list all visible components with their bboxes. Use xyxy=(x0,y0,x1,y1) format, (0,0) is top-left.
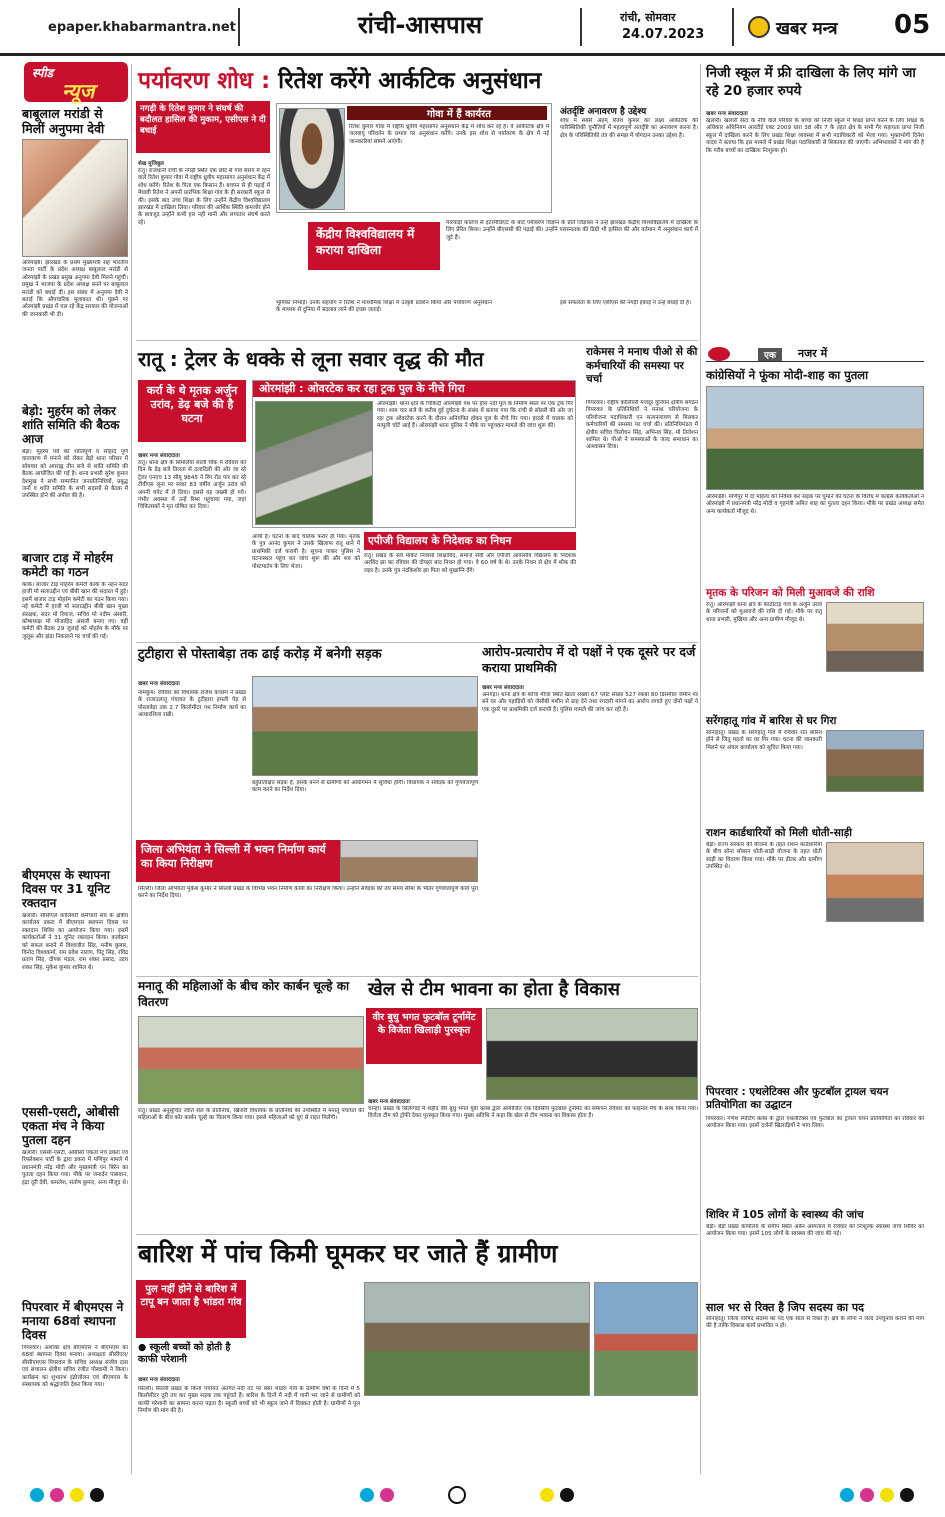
a10-byline: खबर मन्त्र संवाददाता xyxy=(368,1099,410,1105)
a1-body-2: भूमिका निभाई। उनके सहयोग ने रितेश ने माध्यमिक शिक्षा में उत्कृष्ट प्रदर्शन किया और पर्यावरण अनुसंधान के माध्यम से दुनिया में बदलाव लाने की इच्छा जताई। xyxy=(276,300,492,314)
rule-row3 xyxy=(136,976,698,977)
a2-byline: खबर मन्त्र संवाददाता xyxy=(706,111,748,117)
a6-body: नामकुम। रविवार को विधायक राजेश कच्छप ने प्रखंड के राजाउलातू पंचायत के टुटीहारा इमली पेड़ से पोस्ताबेड़ा तक 2.7 किलोमीटर पथ निर्माण कार्य का आधारशिला रखी। xyxy=(138,690,246,719)
place-day: रांची, सोमवार xyxy=(620,11,676,24)
a2-headline: निजी स्कूल में फ्री दाखिला के लिए मांगे जा रहे 20 हजार रुपये xyxy=(706,65,916,99)
a8-body: सिल्ली। जिला अभियंता मुकेश कुमार ने सिल्ली प्रखंड के विभिन्न भवन निर्माण कार्यों का निरीक्षण किया। उन्होंने संवेदक को तय समय सीमा के भीतर गुणवत्तापूर्ण कार्य पूरा करने का निर्देश दिया। xyxy=(138,886,478,900)
a4-body: पिपरवार। राष्ट्रीय कोलियरी मजदूर यूनियन क्षेत्रीय संगठन पिपरवार के प्रतिनिधियों ने मनाथ परियोजना के परियोजना पदाधिकारी एन सत्यनारायण से मिलकर कर्मचारियों की समस्या पर चर्चा की। प्रतिनिधिमंडल में क्षेत्रीय सचिव त्रिलोचन सिंह, अभिनव सिंह, मो तिलेशन शामिल थे। पीओ ने समस्याओं के जल्द समाधान का आश्वासन दिया। xyxy=(586,400,698,451)
a1-headline-black: रितेश करेंगे आर्कटिक अनुसंधान xyxy=(278,68,542,94)
issue-date: 24.07.2023 xyxy=(622,27,705,42)
reg-dot-black-1 xyxy=(90,1488,104,1502)
masthead-divider-right xyxy=(732,8,734,46)
a7-body: अनगड़ा। थाना क्षेत्र के कोचा मौजा स्थित खाता संख्या 67 प्लॉट संख्या 527 रकबा 80 डिसमील जमीन पर बने घर और पहाड़ियों को जेसीबी मशीन से ढाह देने तथा रंगदारी मांगने का आरोप लगाते हुए दोनों पक्षों ने एक दूसरे पर प्राथमिकी दर्ज करायी है। पुलिस मामले की जांच कर रही है। xyxy=(482,692,698,713)
body-s2: बेड़ो। मुहर्रम पर्व को शांतिपूर्ण व सौहार्द पूर्ण वातावरण में मनाने को लेकर बेड़ो थाना परिसर में सोमवार को अपराह्न तीन बजे से शांति समिति की बैठक आयोजित की गई है। थाना प्रभारी सुरेश कुमार देशमुख ने सभी सम्मानित जनप्रतिनिधियों, प्रबुद्ध जनों व शांति समिति के सभी सदस्यों से बैठक में उपस्थित होने की अपील की है। xyxy=(22,449,128,500)
headline-s3: बाजार टाड़ में मोहर्रम कमेटी का गठन xyxy=(22,551,113,579)
a5-muavja-body: रातू। ओरमांझी थाना क्षेत्र के काठीटांड़ गांव के अर्जुन उरांव के परिजनों को मुआवजे की राशि दी गई। मौके पर रातू थाना प्रभारी, मुखिया और अन्य ग्रामीण मौजूद थे। xyxy=(706,602,822,623)
a3-ormanjhi-box xyxy=(252,380,576,528)
a3-nidhan-body: रातू। प्रखंड के सर्वे मार्केट निवासी शिक्षाविद, समाज सेवी और एपीजी आवासीय विद्यालय के निदेशक अरविंद झा का रविवार की दोपहर बाद निधन हो गया। वे 60 वर्ष के थे। उनके निधन से क्षेत्र में शोक की लहर है। उनके पुत्र नंदकिशोर झा पिता को मुखाग्नि देंगे। xyxy=(364,553,576,574)
a10-team-photo xyxy=(486,1008,698,1100)
a5-compensation-photo xyxy=(826,602,924,672)
a6-foundation-photo xyxy=(252,676,478,776)
rule-row4 xyxy=(136,1234,698,1235)
a11-flood-photo xyxy=(364,1282,590,1396)
a3-nidhan-label: एपीजी विद्यालय के निदेशक का निधन xyxy=(364,532,576,550)
a11-sub xyxy=(138,1342,246,1366)
badge-top-text: स्पीड xyxy=(32,66,54,80)
a5-ath-head: पिपरवार : एथलेटिक्स और फुटबॉल ट्रायल चयन प्रतियोगिता का उद्घाटन xyxy=(706,1086,889,1111)
masthead-divider-mid xyxy=(580,8,582,46)
a1-cuj-body: मारवाड़ी कॉलेज से इंटरमीडिएट के बाद पर्यावरण विज्ञान के प्रति जिज्ञासा ने उन्हें झारखंड केंद्रीय विश्वविद्यालय में दाखिला के लिए प्रेरित किया। उन्होंने बीएससी की पढ़ाई की। उन्होंने परास्नातक की डिग्री भी हासिल की और वर्तमान में अनुसंधान कार्य में जुटे हैं। xyxy=(446,220,698,241)
a11-body: सिल्ली। सिल्ली प्रखंड के किता पंचायत अंतर्गत नदी तट पर बसा भांडरा गांव के ग्रामीण वर्षा के दिनों में 5 किलोमीटर दूरी तय कर मुख्य सड़क तक पहुंचते हैं। बारिश के दिनों में नदी में पानी भर जाने से ग्रामीणों को काफी परेशानी का सामना करना पड़ता है। स्कूली बच्चों को भी स्कूल जाने में दिक्कत होती है। ग्रामीणों ने पुल निर्माण की मांग की है। xyxy=(138,1386,360,1415)
a3-body: रातू। थाना क्षेत्र के सिमलिया साली चौक में रविवार को दिन के डेढ़ बजे तिलता से दलादिली की ओर जा रहे ट्रेलर एनएच 13 सीयू 9845 ने रिंग रोड पार कर रहे टीवीएस लूना पर सवार 83 वर्षीय अर्जुन उरांव को अपनी चपेट में ले लिया। इससे वह जख्मी हो गये। गंभीर अवस्था में उन्हें रिम्स पहुंचाया गया, जहां चिकित्सकों ने मृत घोषित कर दिया। xyxy=(138,460,246,511)
a5-house-photo xyxy=(826,730,924,792)
a6-byline: खबर मन्त्र संवाददाता xyxy=(138,681,180,687)
brand-name: खबर मन्त्र xyxy=(776,19,838,39)
a1-headline-red: पर्यावरण शोध : xyxy=(138,68,271,94)
a5-saal-body: सोनाहातू। जिला परिषद सदस्य का पद एक साल से रिक्त है। क्षेत्र के लोगों ने जल्द उपचुनाव कराने की मांग की है ताकि विकास कार्य प्रभावित न हो। xyxy=(706,1316,924,1330)
masthead-divider-left xyxy=(238,8,240,46)
a5-nazar-label: नजर में xyxy=(798,347,828,360)
a1-subhead: अंतर्दृष्टि अनावरण है उद्देश्य xyxy=(560,107,647,117)
headline-s4: बीएमएस के स्थापना दिवस पर 31 यूनिट रक्तदान xyxy=(22,868,110,910)
a5-dhoti-photo xyxy=(826,842,924,922)
site-url[interactable]: epaper.khabarmantra.net xyxy=(48,20,236,35)
a7-byline: खबर मन्त्र संवाददाता xyxy=(482,685,524,691)
body-s5: खलारी। एससी-एसटी, ओबीसी एकता मंच डकरा एवं रिफ्लेक्शन पार्टी के द्वारा डकरा में मणिपुर मामले में प्रधानमंत्री नरेंद्र मोदी और मुख्यमंत्री एन बिरेन का पुतला दहन किया गया। मौके पर जनार्दन पासवान, इंद्रा दूरी देवी, कमलेश, संतोष कुमार, अन्य मौजूद थे। xyxy=(22,1150,128,1186)
a10-headline: खेल से टीम भावना का होता है विकास xyxy=(368,979,620,1000)
reg-dot-magenta-2 xyxy=(380,1488,394,1502)
reg-dot-cyan-1 xyxy=(30,1488,44,1502)
photo-s1 xyxy=(22,139,128,257)
a8-headline: जिला अभियंता ने सिल्ली में भवन निर्माण कार्य का किया निरीक्षण xyxy=(136,840,340,882)
a1-sub-body: शोध में सबसे अहम् रितेश कुमार का लक्ष्य आर्कटिक की पारिस्थितिकी चुनौतियों में महत्वपूर्ण अंतर्दृष्टि का अनावरण करना है। क्षेत्र के परिस्थितिकी तंत्र की समझ में योगदान उनका उद्देश्य है। xyxy=(560,118,698,139)
a5-camp-body: बेड़ो। बेड़ो प्रखंड कार्यालय के समीप स्थित अर्बन अस्पताल में रविवार को निःशुल्क स्वास्थ्य जांच शिविर का आयोजन किया गया। इसमें 105 लोगों के स्वास्थ्य की जांच की गई। xyxy=(706,1224,924,1238)
headline-s2: बेड़ो: मुहर्रम को लेकर शांति समिति की बैठक आज xyxy=(22,404,120,446)
a1-cuj-label: केंद्रीय विश्वविद्यालय में कराया दाखिला xyxy=(308,222,440,270)
a5-chhat-head: सरेंगहातू गांव में बारिश से घर गिरा xyxy=(706,715,837,727)
a5-putla-body: ओरमांझी। मणिपुर में दो महिला को निर्वस्त्र कर सड़क पर घुमाने की घटना के विरोध में कांग्रेस कार्यकर्ताओं ने ओरमांझी में प्रधानमंत्री नरेंद्र मोदी व गृहमंत्री अमित शाह का पुतला दहन किया। मौके पर प्रखंड अध्यक्ष समेत अन्य कार्यकर्ता मौजूद थे। xyxy=(706,494,924,515)
a9-headline: मनातू की महिलाओं के बीच कोर कार्बन चूल्हे का वितरण xyxy=(138,979,350,1009)
a9-chulha-photo xyxy=(138,1016,364,1104)
a1-portrait-photo xyxy=(279,108,345,210)
a6-body-2: बहुप्रतिक्षित सड़क है, इसके बनने से ग्रामीणों को आवागमन में सुविधा होगी। विधायक ने संवेदक को गुणवत्तापूर्ण काम करने का निर्देश दिया। xyxy=(252,780,478,794)
reg-target-icon xyxy=(448,1486,466,1504)
a7-headline: आरोप-प्रत्यारोप में दो पक्षों ने एक दूसरे पर दर्ज कराया प्राथमिकी xyxy=(482,644,696,675)
reg-dot-black-2 xyxy=(560,1488,574,1502)
a11-kicker: पुल नहीं होने से बारिश में टापू बन जाता है भांडरा गांव xyxy=(136,1280,246,1338)
a5-putla-head: कांग्रेसियों ने फूंका मोदी-शाह का पुतला xyxy=(706,368,869,382)
a1-headline xyxy=(138,66,698,96)
registration-marks xyxy=(0,1480,945,1517)
reg-dot-yellow-3 xyxy=(880,1488,894,1502)
a5-muavja-body-2 xyxy=(706,676,924,712)
section-title: रांची-आसपास xyxy=(357,11,483,39)
body-s6: पिपरवार। अशोका क्षेत्र बीएमएस ने बीएमएस का 68वां स्थापना दिवस मनाया। अध्यक्षता सीसीएल/सीसीएमएस पिपरवार के सचिव अध्यक्ष संजीव दास एवं संचालन क्षेत्रीय सचिव रंजीत गोस्वामी ने किया। कार्यक्रम का शुभारंभ इंडोत्तोलन एवं बीएमएस के संस्थापक को श्रद्धांजलि देकर किया गया। xyxy=(22,1345,128,1389)
a1-body-3: इस सफलता के लिए एसीएस की नगड़ी इकाई ने उन्हें बधाई दी है। xyxy=(560,300,692,306)
a3-truck-photo xyxy=(255,401,373,525)
rule-left-col xyxy=(131,64,132,1474)
reg-dot-magenta-3 xyxy=(860,1488,874,1502)
a1-goa-body: रितेश कुमार गोवा में राष्ट्रीय ध्रुवीय महासागर अनुसंधान केंद्र में शोध कर रहे हैं। वे आर्कटिक क्षेत्र में जलवायु परिवर्तन के प्रभाव पर अनुसंधान करेंगे। उनके इस शोध से पर्यावरण के क्षेत्र में नई जानकारियां सामने आएंगी। xyxy=(349,124,549,145)
brand-logo-icon xyxy=(748,16,770,38)
a5-dhoti-body-2 xyxy=(706,932,924,1016)
a3-byline: खबर मन्त्र संवाददाता xyxy=(138,453,180,459)
a3-ormanjhi-body: ओरमांझी। थाना क्षेत्र के चिकिंदी ओरमांझी पथ पर होरा नदी पुल के निर्माण स्थल पर एक ट्रक गिर गया। शाम चार बजे के करीब हुई दुर्घटना के संबंध में बताया गया कि रांची से सोसरी की ओर जा रहा ट्रक ओवरटेक करने के दौरान अनियंत्रित होकर पुल के नीचे गिर गया। हादसे में चालक को मामूली चोटें आई हैं। ओरमांझी थाना पुलिस ने मौके पर पहुंचकर मामले की जांच शुरू की। xyxy=(377,401,573,430)
badge-bottom-text: न्यूज xyxy=(62,79,95,103)
a10-body: चान्हो। प्रखंड के सिलागाई में शहीद वीर बुधु भगत युवा क्लब द्वारा आयोजित एक दिवसीय फुटबॉल टूर्नामेंट का समापन रविवार को फाइनल मैच के साथ किया गया। विजेता टीम को ट्रॉफी देकर पुरस्कृत किया गया। मुख्य अतिथि ने कहा कि खेल से टीम भावना का विकास होता है। xyxy=(368,1106,698,1120)
a3-ormanjhi-label: ओरमांझी : ओवरटेक कर रहा ट्रक पुल के नीचे गिरा xyxy=(253,381,575,397)
a11-river-photo xyxy=(594,1282,698,1396)
a5-saal-head: साल भर से रिक्त है जिप सदस्य का पद xyxy=(706,1301,864,1314)
rule-row2 xyxy=(136,642,698,643)
reg-dot-yellow-1 xyxy=(70,1488,84,1502)
reg-dot-cyan-3 xyxy=(840,1488,854,1502)
reg-dot-yellow-2 xyxy=(540,1488,554,1502)
left-column xyxy=(22,106,128,1485)
headline-s5: एससी-एसटी, ओबीसी एकता मंच ने किया पुतला दहन xyxy=(22,1105,120,1147)
a3-kicker: कर्रा के थे मृतक अर्जुन उरांव, डेढ़ बजे की है घटना xyxy=(138,380,246,442)
page-number: 05 xyxy=(894,10,931,40)
a5-ath-body: पिपरवार। गणेश स्पोर्टिंग क्लब के द्वारा एथलेटिक्स एवं फुटबॉल का ट्रायल चयन प्रतियोगिता का रविवार को आयोजन किया गया। इसमें दर्जनों खिलाड़ियों ने भाग लिया। xyxy=(706,1116,924,1130)
a5-protest-photo xyxy=(706,386,924,490)
a1-body-1: रातू। राजधानी रांची के नगड़ी स्थित एक छोटे से गांव सारंग में रहने वाले रितेश कुमार गोवा में राष्ट्रीय ध्रुवीय महासागर अनुसंधान केंद्र में शोध करेंगे। रितेश के पिता एक किसान हैं। बचपन से ही पढ़ाई में मेधावी रितेश ने अपनी प्रारंभिक शिक्षा गांव के ही सरकारी स्कूल से की। इसके बाद उच्च शिक्षा के लिए उन्होंने केंद्रीय विश्वविद्यालय झारखंड में दाखिला लिया। परिवार की आर्थिक स्थिति कमजोर होने के बावजूद उन्होंने कभी हार नहीं मानी और लगातार संघर्ष करते रहे। xyxy=(138,168,270,226)
a11-body-2 xyxy=(364,1400,698,1476)
a11-sub-text: स्कूली बच्चों को होती है काफी परेशानी xyxy=(138,1342,231,1365)
a5-chhat-body: सोनाहातू। प्रखंड के सरेंगहातू गांव में रविवार रात बारिश होने से जितू महतो का घर गिर गया। घटना की जानकारी मिलने पर अंचल कार्यालय को सूचित किया गया। xyxy=(706,730,822,751)
masthead xyxy=(0,0,945,56)
body-s3: कांके। बाजार टाड़ मोहर्रम कमेटी कांके के नहन सदर हाजी मो सलाउद्दीन एवं बीबी खान की सदारत में हुई। इसमें बाजार टाड़ मोहर्रम कमेटी का गठन किया गया। नई कमेटी में हाजी मो सलाउद्दीन बीबी खान मुख्य संरक्षक, सदर मो रियाज, सचिव मो नदीम अंसारी, कोषाध्यक्ष मो मोजाहिद अंसारी बनाए गए। वहीं कमेटी की बैठक 29 जुलाई को मोहर्रम के मौके पर जुलूस और झंडा निकालने पर चर्चा की गई। xyxy=(22,582,128,640)
a11-headline: बारिश में पांच किमी घूमकर घर जाते हैं ग्रामीण xyxy=(138,1239,558,1268)
a6-headline: टुटीहारा से पोस्ताबेड़ा तक ढाई करोड़ में बनेगी सड़क xyxy=(138,647,382,662)
bullet-icon: ● xyxy=(138,1342,150,1353)
a11-byline: खबर मन्त्र संवाददाता xyxy=(138,1377,180,1383)
body-s4: खलारी। सीसीएल कॉलियरी कर्मचारी संघ के क्षेत्रीय कार्यालय डकरा में बीएमएस स्थापना दिवस पर रक्तदान शिविर का आयोजन किया गया। इसमें कार्यकर्ताओं ने 31 यूनिट रक्तदान किया। कार्यक्रम को सफल बनाने में विश्वजीत सिंह, मनीष कुमार, विनोद विश्वकर्मा, राम प्रवेश नाराण, पिंटू सिंह, रविंद्र प्रताप सिंह, दीपक मंडल, राम शंकर प्रसाद, उदय शंकर सिंह, मुकेश कुमार शामिल थे। xyxy=(22,913,128,971)
rule-row1 xyxy=(136,340,698,341)
a1-kicker: नगड़ी के रितेश कुमार ने संघर्ष की बदौलत हासिल की मुकाम, एसीएस ने दी बधाई xyxy=(136,101,270,153)
a3-nidhan-box xyxy=(364,532,576,638)
a4-headline: राकेमस ने मनाथ पीओ से की कर्मचारियों की समस्या पर चर्चा xyxy=(586,346,698,385)
a5-nazar-prefix: एक xyxy=(758,348,782,361)
a5-camp-head: शिविर में 105 लोगों के स्वास्थ्य की जांच xyxy=(706,1209,864,1221)
headline-s6: पिपरवार में बीएमएस ने मनाया 68वां स्थापना दिवस xyxy=(22,1300,124,1342)
a5-dhoti-head: राशन कार्डधारियों को मिली धोती-साड़ी xyxy=(706,827,853,839)
a5-dhoti-body: बेड़ो। राज्य सरकार की योजना के तहत राशन कार्डधारियों के बीच सोना सोबरन धोती-साड़ी योजना के तहत धोती साड़ी का वितरण किया गया। मौके पर डीलर और ग्रामीण उपस्थित थे। xyxy=(706,842,822,871)
a1-byline: शेख मुजिबुल xyxy=(138,161,164,167)
a1-goa-box xyxy=(276,103,552,213)
reg-dot-magenta-1 xyxy=(50,1488,64,1502)
a2-body: खलारी। खलारी रेस्टा के नीचे वाले परिवार के बच्चों को निजी स्कूल में शिक्षा प्राप्त करने के लिए शिक्षा के अधिकार अधिनियम आरटीई एक्ट 2009 धारा 38 और 7 के तहत क्षेत्र के सभी गैर सहायता प्राप्त निजी स्कूल में दाखिला करने के लिए प्रखंड शिक्षा व्यवस्था में सभी पदाधिकारी को भेजा गया। भुक्तभोगी दिनेश यादव ने बताया कि इस मामले में प्रखंड शिक्षा पदाधिकारी से शिकायत की जाएगी। अभिभावकों ने मांग की है कि गरीब बच्चों का दाखिला निःशुल्क हो। xyxy=(706,118,924,154)
a1-goa-label: गोवा में हैं कार्यरत xyxy=(347,106,547,120)
a10-kicker: वीर बुधु भगत फुटबॉल टूर्नामेंट के विजेता खिलाड़ी पुरस्कृत xyxy=(366,1008,482,1064)
reg-dot-cyan-2 xyxy=(360,1488,374,1502)
a9-body: रातू। प्रखंड अनुसूचित जाति सेल के प्रतिनिधि, खिजरी विधायक के प्रतिनिधि की उपस्थिति में मनातू पंचायत की महिलाओं के बीच कोर कार्बन चूल्हे का वितरण किया गया। इससे महिलाओं को धुएं से राहत मिलेगी। xyxy=(138,1108,364,1122)
headline-s1: बाबूलाल मरांडी से मिलीं अनुपमा देवी xyxy=(22,106,105,136)
a5-muavja-head: मृतक के परिजन को मिली मुआवजे की राशि xyxy=(706,587,875,599)
a5-nazar-bar xyxy=(706,346,924,362)
reg-dot-black-3 xyxy=(900,1488,914,1502)
a3-body-2: आयी है। घटना के बाद चालक फरार हो गया। मृतक के पुत्र आनंद कुमार ने उसके खिलाफ रातू थाने में प्राथमिकी दर्ज करायी है। सूचना पाकर पुलिस ने घटनास्थल पहुंच कर जांच शुरू की और शव को पोस्टमार्टम के लिए भेजा। xyxy=(252,534,360,570)
speed-news-badge xyxy=(24,62,128,102)
body-s1: ओरमांझी। झारखंड के प्रथम मुख्यमंत्री सह भारतीय जनता पार्टी के प्रदेश अध्यक्ष बाबूलाल मरांडी से ओरमांझी के प्रखंड प्रमुख अनुपमा देवी मिलने पहुंचीं। प्रमुख ने भाजपा के प्रदेश अध्यक्ष बनने पर बाबूलाल मरांडी को बधाई दी। इस संबंध में अनुपमा देवी ने बताई कि औपचारिक मुलाकात थी। पूछने पर ओरमांझी प्रखंड में चल रहे केंद्र सरकार की योजनाओं की जानकारी भी दी। xyxy=(22,260,128,318)
a3-headline: रातू : ट्रेलर के धक्के से लूना सवार वृद्ध की मौत xyxy=(138,347,484,371)
eye-icon xyxy=(708,347,730,361)
a8-inspection-photo xyxy=(340,840,478,882)
rule-right-col xyxy=(700,64,701,1474)
